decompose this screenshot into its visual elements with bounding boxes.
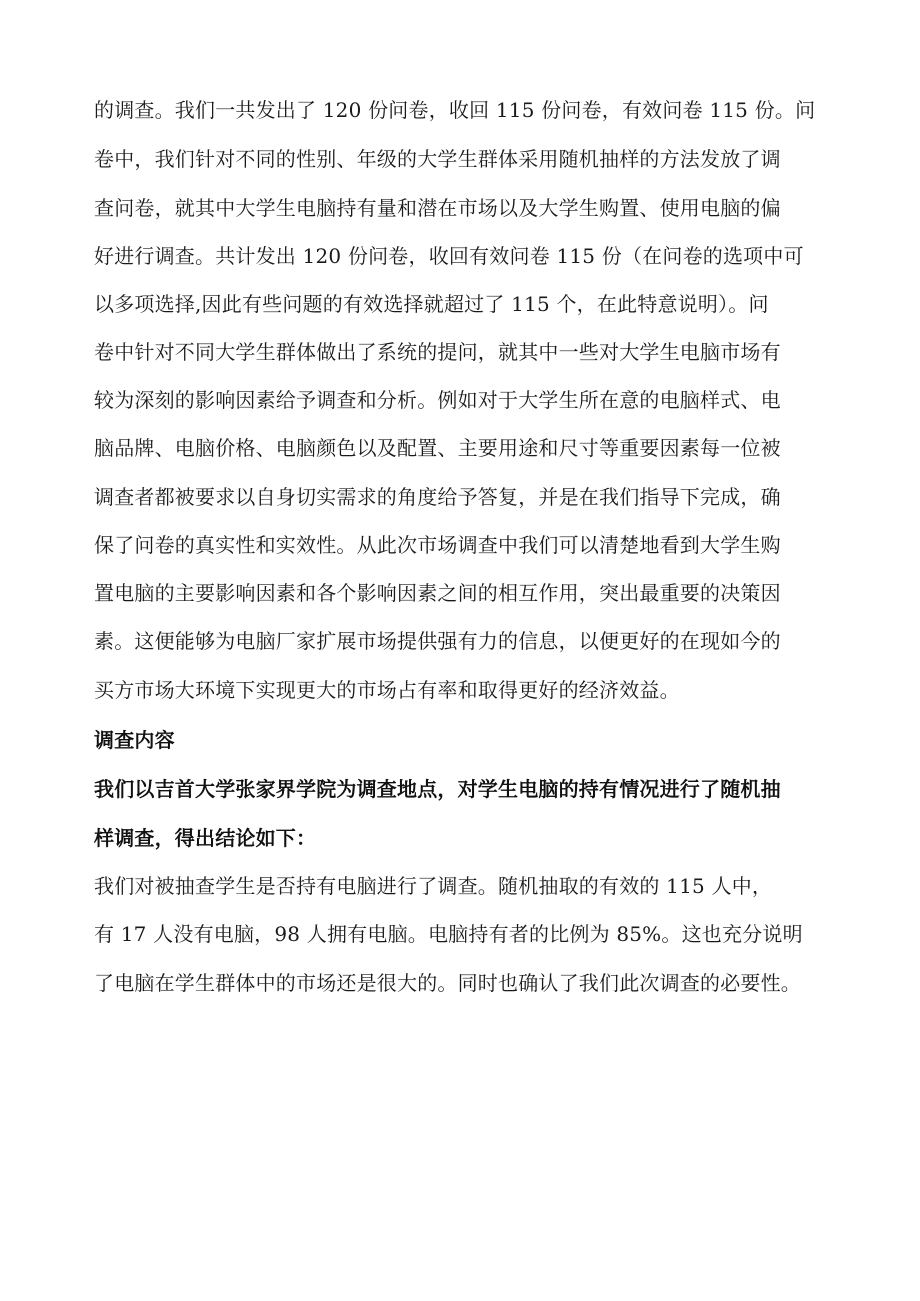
intro-line-11: 置电脑的主要影响因素和各个影响因素之间的相互作用，突出最重要的决策因 (94, 581, 781, 605)
result-line-1: 我们对被抽查学生是否持有电脑进行了调查。随机抽取的有效的 115 人中， (94, 874, 773, 898)
section-heading: 调查内容 (94, 728, 175, 752)
intro-line-8: 脑品牌、电脑价格、电脑颜色以及配置、主要用途和尺寸等重要因素每一位被 (94, 436, 781, 460)
result-line-3: 了电脑在学生群体中的市场还是很大的。同时也确认了我们此次调查的必要性。 (94, 971, 801, 995)
intro-line-6: 卷中针对不同大学生群体做出了系统的提问，就其中一些对大学生电脑市场有 (94, 340, 781, 364)
result-line-2: 有 17 人没有电脑，98 人拥有电脑。电脑持有者的比例为 85%。这也充分说明 (94, 922, 803, 946)
bold-statement-line-1: 我们以吉首大学张家界学院为调查地点，对学生电脑的持有情况进行了随机抽 (94, 777, 781, 801)
intro-line-4: 好进行调查。共计发出 120 份问卷，收回有效问卷 115 份（在问卷的选项中可 (94, 244, 804, 268)
intro-line-2: 卷中，我们针对不同的性别、年级的大学生群体采用随机抽样的方法发放了调 (94, 147, 781, 171)
bold-statement-line-2: 样调查，得出结论如下： (94, 826, 317, 850)
intro-line-5: 以多项选择,因此有些问题的有效选择就超过了 115 个，在此特意说明）。问 (94, 292, 769, 316)
intro-line-7: 较为深刻的影响因素给予调查和分析。例如对于大学生所在意的电脑样式、电 (94, 388, 781, 412)
intro-line-12: 素。这便能够为电脑厂家扩展市场提供强有力的信息，以便更好的在现如今的 (94, 629, 781, 653)
intro-line-9: 调查者都被要求以自身切实需求的角度给予答复，并是在我们指导下完成，确 (94, 485, 781, 509)
intro-line-10: 保了问卷的真实性和实效性。从此次市场调查中我们可以清楚地看到大学生购 (94, 533, 781, 557)
intro-line-1: 的调查。我们一共发出了 120 份问卷，收回 115 份问卷，有效问卷 115 份。问 (94, 98, 816, 122)
intro-line-3: 查问卷，就其中大学生电脑持有量和潜在市场以及大学生购置、使用电脑的偏 (94, 196, 781, 220)
intro-line-13: 买方市场大环境下实现更大的市场占有率和取得更好的经济效益。 (94, 678, 680, 702)
